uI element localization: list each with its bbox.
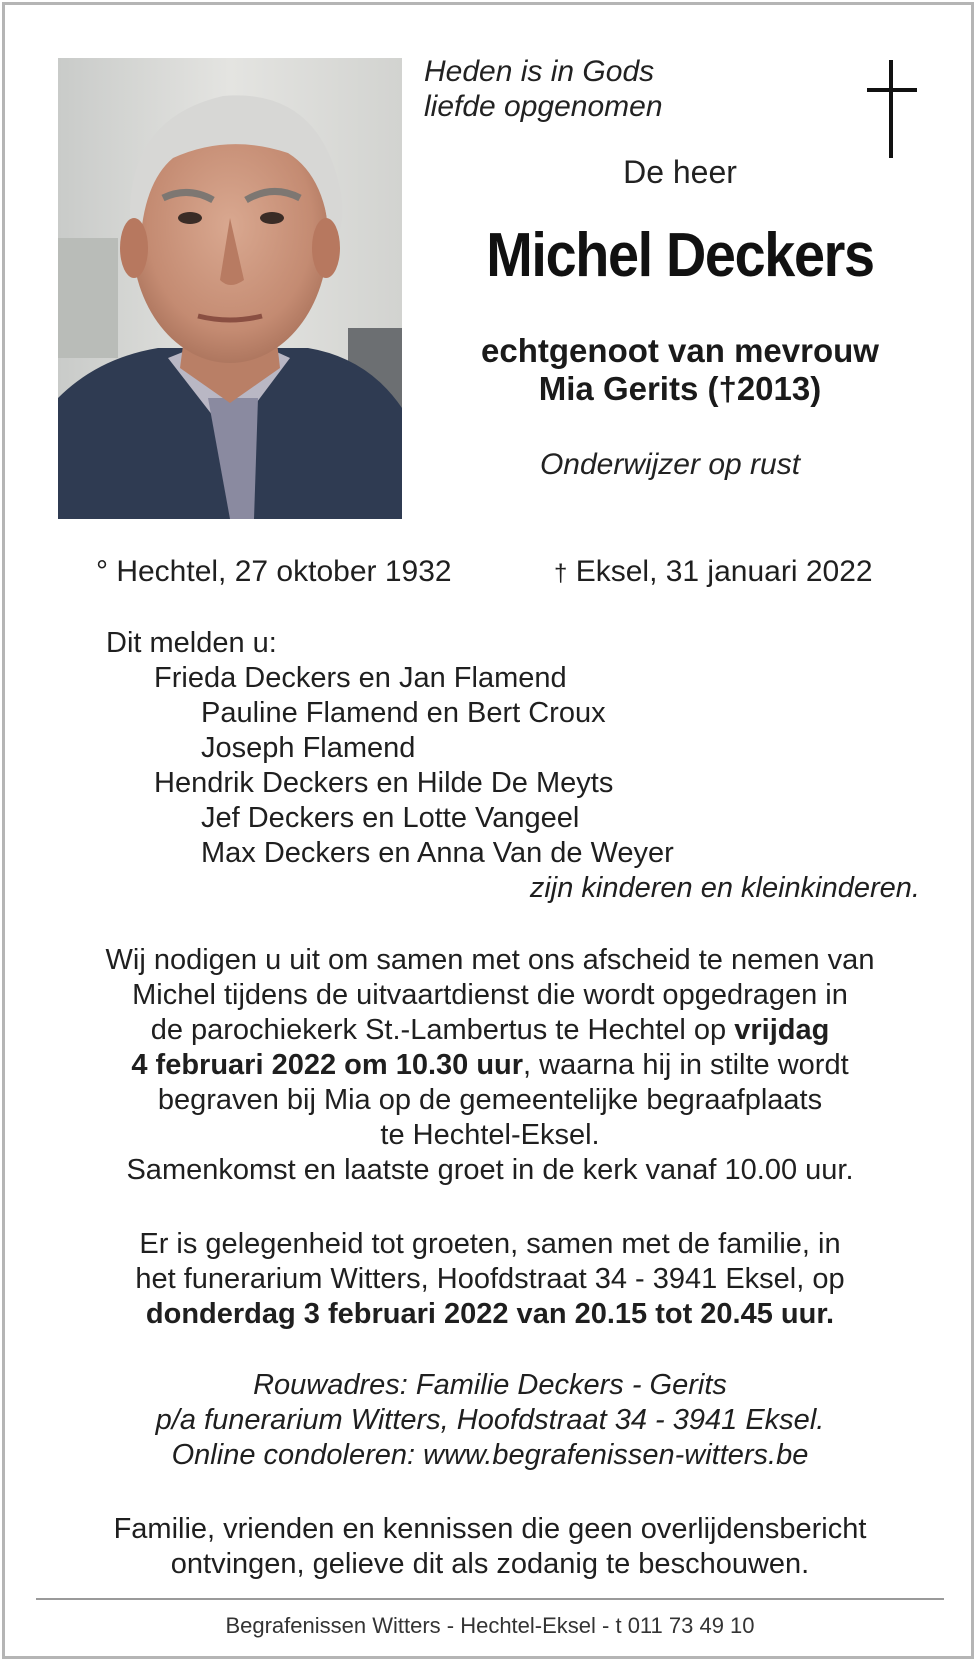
family-entry: Jef Deckers en Lotte Vangeel [201,802,580,834]
visitation-paragraph [40,1227,940,1332]
funeral-line: Samenkomst en laatste groet in de kerk vanaf 10.00 uur. [126,1154,854,1186]
intro-text [424,54,663,124]
latin-cross-icon [862,60,922,160]
visitation-line [40,1297,940,1332]
death-date-text: Eksel, 31 januari 2022 [575,555,873,588]
address-line: p/a funerarium Witters, Hoofdstraat 34 - 3941 Eksel. [155,1404,825,1436]
footer-text: Begrafenissen Witters - Hechtel-Eksel - t 011 73 49 10 [225,1613,755,1638]
intro-line-2: liefde opgenomen [424,90,663,123]
visitation-datetime: donderdag 3 februari 2022 van 20.15 tot 20.45 uur. [145,1298,835,1330]
title-text: De heer [623,154,737,190]
family-closing: zijn kinderen en kleinkinderen. [529,872,920,904]
funeral-line [40,1048,940,1083]
intro-line-1: Heden is in Gods [424,55,655,88]
portrait-photo [58,58,402,519]
occupation-text: Onderwijzer op rust [539,448,801,481]
deceased-name: Michel Deckers [486,221,874,290]
spouse-line-2: Mia Gerits (†2013) [538,370,822,407]
spouse-line-1: echtgenoot van mevrouw [481,332,879,369]
funeral-line: Wij nodigen u uit om samen met ons afscheid te nemen van [105,944,875,976]
funeral-line: te Hechtel-Eksel. [380,1119,600,1151]
funeral-day: vrijdag [734,1014,830,1046]
funeral-line [40,1013,940,1048]
spouse-text [420,332,940,408]
family-entry: Hendrik Deckers en Hilde De Meyts [154,767,614,799]
death-cross-icon: † [554,560,568,587]
footer-divider [36,1598,944,1600]
address-line: Rouwadres: Familie Deckers - Gerits [253,1369,727,1401]
death-date [554,555,873,589]
funeral-line: begraven bij Mia op de gemeentelijke begraafplaats [157,1084,823,1116]
visitation-line: Er is gelegenheid tot groeten, samen met de familie, in [139,1228,841,1260]
notice-line: Familie, vrienden en kennissen die geen overlijdensbericht [113,1513,867,1545]
family-intro: Dit melden u: [106,627,277,659]
family-entry: Pauline Flamend en Bert Croux [201,697,606,729]
notice-line: ontvingen, gelieve dit als zodanig te beschouwen. [170,1548,810,1580]
birth-date: ° Hechtel, 27 oktober 1932 [96,555,452,588]
visitation-line: het funerarium Witters, Hoofdstraat 34 - 3941 Eksel, op [135,1263,845,1295]
family-entry: Frieda Deckers en Jan Flamend [154,662,567,694]
funeral-line-text: , waarna hij in stilte wordt [523,1049,849,1081]
funeral-datetime: 4 februari 2022 om 10.30 uur [131,1049,524,1081]
address-paragraph [40,1368,940,1473]
family-entry: Joseph Flamend [201,732,416,764]
family-entry: Max Deckers en Anna Van de Weyer [201,837,674,869]
notice-paragraph [40,1512,940,1582]
address-line: Online condoleren: www.begrafenissen-witters.be [171,1439,809,1471]
funeral-paragraph [40,943,940,1188]
funeral-line: Michel tijdens de uitvaartdienst die wordt opgedragen in [132,979,848,1011]
funeral-line-text: de parochiekerk St.-Lambertus te Hechtel op [150,1014,735,1046]
